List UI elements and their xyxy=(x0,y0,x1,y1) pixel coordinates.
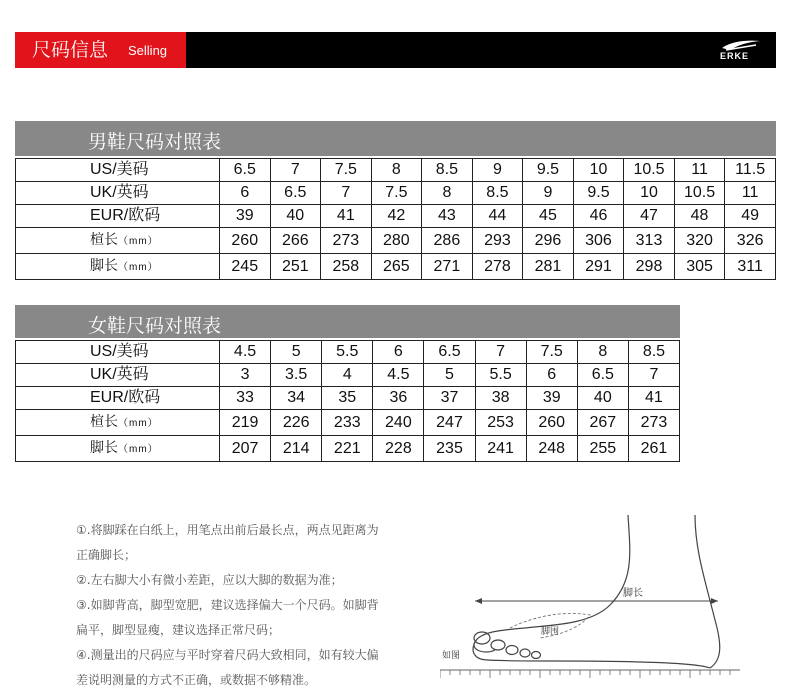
size-cell: 37 xyxy=(424,387,475,410)
size-row xyxy=(16,341,680,364)
row-label xyxy=(16,254,220,280)
row-label xyxy=(16,364,220,387)
size-cell: 5.5 xyxy=(475,364,526,387)
size-cell: 6 xyxy=(373,341,424,364)
size-cell: 248 xyxy=(526,436,577,462)
size-cell: 41 xyxy=(628,387,679,410)
size-cell: 5 xyxy=(424,364,475,387)
size-cell: 326 xyxy=(725,228,776,254)
size-cell: 320 xyxy=(674,228,725,254)
size-cell: 40 xyxy=(577,387,628,410)
size-cell: 255 xyxy=(577,436,628,462)
size-cell: 278 xyxy=(472,254,523,280)
size-row xyxy=(16,254,776,280)
size-cell: 34 xyxy=(271,387,322,410)
size-row xyxy=(16,436,680,462)
size-cell: 43 xyxy=(422,205,473,228)
row-label-text: 楦长 xyxy=(90,413,118,429)
size-cell: 8.5 xyxy=(628,341,679,364)
note-line: ②.左右脚大小有微小差距，应以大脚的数据为准； xyxy=(76,573,343,587)
row-label xyxy=(16,341,220,364)
size-cell: 7 xyxy=(270,159,321,182)
size-cell: 9.5 xyxy=(523,159,574,182)
row-label-text: UK/英码 xyxy=(90,366,149,383)
size-cell: 293 xyxy=(472,228,523,254)
size-cell: 38 xyxy=(475,387,526,410)
size-row xyxy=(16,387,680,410)
row-label xyxy=(16,205,220,228)
size-cell: 6.5 xyxy=(270,182,321,205)
size-cell: 47 xyxy=(624,205,675,228)
size-row xyxy=(16,182,776,205)
size-cell: 267 xyxy=(577,410,628,436)
size-cell: 10 xyxy=(624,182,675,205)
row-label-text: US/美码 xyxy=(90,161,149,178)
row-label xyxy=(16,159,220,182)
erke-swoosh-icon xyxy=(718,38,764,52)
row-label-text: 楦长 xyxy=(90,231,118,247)
size-cell: 36 xyxy=(373,387,424,410)
foot-measure-diagram xyxy=(440,510,740,695)
logo-text: ERKE xyxy=(720,51,750,61)
size-cell: 39 xyxy=(220,205,271,228)
row-label xyxy=(16,410,220,436)
size-cell: 7.5 xyxy=(371,182,422,205)
size-cell: 4.5 xyxy=(220,341,271,364)
note-line: ③.如脚背高，脚型宽肥，建议选择偏大一个尺码。如脚背 xyxy=(76,598,379,612)
note-line: 扁平，脚型显瘦，建议选择正常尺码； xyxy=(76,623,281,637)
measurement-notes xyxy=(76,518,421,693)
size-cell: 33 xyxy=(220,387,271,410)
size-cell: 221 xyxy=(322,436,373,462)
row-label-text: EUR/欧码 xyxy=(90,389,161,406)
size-cell: 4 xyxy=(322,364,373,387)
example-label: 如图 xyxy=(442,651,461,661)
size-cell: 44 xyxy=(472,205,523,228)
women-size-table xyxy=(15,340,680,462)
size-cell: 291 xyxy=(573,254,624,280)
size-cell: 258 xyxy=(321,254,372,280)
size-cell: 305 xyxy=(674,254,725,280)
size-cell: 7 xyxy=(628,364,679,387)
size-cell: 10 xyxy=(573,159,624,182)
row-label xyxy=(16,436,220,462)
size-cell: 11 xyxy=(725,182,776,205)
size-cell: 8.5 xyxy=(472,182,523,205)
size-cell: 253 xyxy=(475,410,526,436)
banner-subtitle: Selling xyxy=(128,43,168,58)
size-cell: 6.5 xyxy=(424,341,475,364)
size-cell: 7.5 xyxy=(321,159,372,182)
size-cell: 306 xyxy=(573,228,624,254)
row-label-unit: （mm） xyxy=(118,444,159,455)
size-cell: 241 xyxy=(475,436,526,462)
size-cell: 9 xyxy=(523,182,574,205)
size-cell: 3 xyxy=(220,364,271,387)
size-cell: 311 xyxy=(725,254,776,280)
size-cell: 219 xyxy=(220,410,271,436)
size-row xyxy=(16,410,680,436)
size-cell: 281 xyxy=(523,254,574,280)
erke-logo xyxy=(718,38,764,60)
women-table-header xyxy=(15,305,680,338)
size-cell: 271 xyxy=(422,254,473,280)
size-cell: 313 xyxy=(624,228,675,254)
size-cell: 266 xyxy=(270,228,321,254)
size-cell: 233 xyxy=(322,410,373,436)
size-cell: 6.5 xyxy=(220,159,271,182)
size-cell: 240 xyxy=(373,410,424,436)
row-label-text: EUR/欧码 xyxy=(90,207,161,224)
size-cell: 8 xyxy=(371,159,422,182)
size-cell: 9.5 xyxy=(573,182,624,205)
note-line: ④.测量出的尺码应与平时穿着尺码大致相同，如有较大偏 xyxy=(76,648,379,662)
row-label-unit: （mm） xyxy=(118,418,159,429)
size-cell: 8 xyxy=(422,182,473,205)
size-cell: 35 xyxy=(322,387,373,410)
row-label-text: UK/英码 xyxy=(90,184,149,201)
size-cell: 7 xyxy=(475,341,526,364)
size-cell: 3.5 xyxy=(271,364,322,387)
size-cell: 273 xyxy=(628,410,679,436)
size-cell: 286 xyxy=(422,228,473,254)
size-cell: 45 xyxy=(523,205,574,228)
size-cell: 41 xyxy=(321,205,372,228)
size-cell: 251 xyxy=(270,254,321,280)
size-cell: 49 xyxy=(725,205,776,228)
size-cell: 6.5 xyxy=(577,364,628,387)
size-cell: 207 xyxy=(220,436,271,462)
row-label xyxy=(16,228,220,254)
size-cell: 260 xyxy=(220,228,271,254)
row-label-unit: （mm） xyxy=(118,262,159,273)
size-row xyxy=(16,364,680,387)
header-banner xyxy=(15,32,776,68)
note-line: ①.将脚踩在白纸上，用笔点出前后最长点，两点见距离为 xyxy=(76,523,379,537)
size-row xyxy=(16,159,776,182)
size-row xyxy=(16,228,776,254)
men-table-header xyxy=(15,121,776,156)
size-cell: 273 xyxy=(321,228,372,254)
size-cell: 11.5 xyxy=(725,159,776,182)
size-cell: 8 xyxy=(577,341,628,364)
size-cell: 228 xyxy=(373,436,424,462)
row-label-text: 脚长 xyxy=(90,257,118,273)
size-cell: 265 xyxy=(371,254,422,280)
men-size-table xyxy=(15,158,776,280)
size-cell: 46 xyxy=(573,205,624,228)
foot-length-label: 脚长 xyxy=(623,588,643,599)
size-cell: 226 xyxy=(271,410,322,436)
size-cell: 296 xyxy=(523,228,574,254)
row-label-text: 脚长 xyxy=(90,439,118,455)
size-cell: 7 xyxy=(321,182,372,205)
row-label-unit: （mm） xyxy=(118,236,159,247)
size-cell: 10.5 xyxy=(674,182,725,205)
foot-width-label: 脚围 xyxy=(541,627,560,637)
row-label xyxy=(16,387,220,410)
size-cell: 9 xyxy=(472,159,523,182)
note-line: 差说明测量的方式不正确，或数据不够精准。 xyxy=(76,673,317,687)
size-cell: 260 xyxy=(526,410,577,436)
size-cell: 247 xyxy=(424,410,475,436)
size-cell: 48 xyxy=(674,205,725,228)
note-line: 正确脚长； xyxy=(76,548,137,562)
size-cell: 280 xyxy=(371,228,422,254)
size-cell: 10.5 xyxy=(624,159,675,182)
size-cell: 8.5 xyxy=(422,159,473,182)
size-cell: 214 xyxy=(271,436,322,462)
size-cell: 11 xyxy=(674,159,725,182)
size-cell: 235 xyxy=(424,436,475,462)
row-label-text: US/美码 xyxy=(90,343,149,360)
foot-illustration-icon xyxy=(440,510,740,695)
size-cell: 245 xyxy=(220,254,271,280)
size-cell: 5 xyxy=(271,341,322,364)
size-cell: 42 xyxy=(371,205,422,228)
women-table-title: 女鞋尺码对照表 xyxy=(88,315,222,337)
size-cell: 6 xyxy=(526,364,577,387)
size-cell: 6 xyxy=(220,182,271,205)
size-cell: 39 xyxy=(526,387,577,410)
men-table-title: 男鞋尺码对照表 xyxy=(88,131,222,153)
size-cell: 40 xyxy=(270,205,321,228)
size-row xyxy=(16,205,776,228)
size-cell: 7.5 xyxy=(526,341,577,364)
size-cell: 261 xyxy=(628,436,679,462)
size-cell: 4.5 xyxy=(373,364,424,387)
banner-title: 尺码信息 xyxy=(32,39,109,61)
size-cell: 298 xyxy=(624,254,675,280)
size-cell: 5.5 xyxy=(322,341,373,364)
row-label xyxy=(16,182,220,205)
